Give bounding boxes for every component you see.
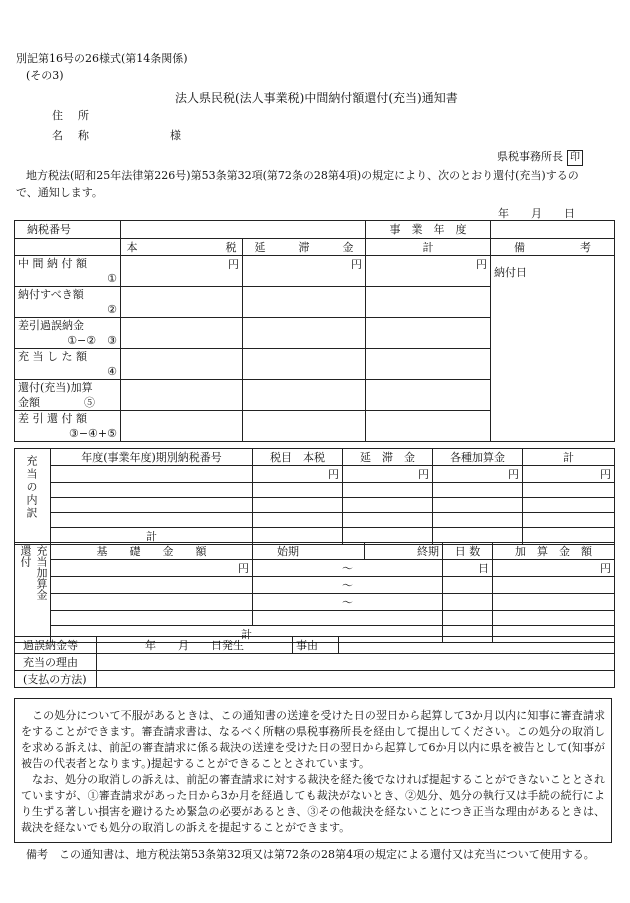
appr-cell[interactable]	[253, 498, 343, 513]
appr-total-label: 計	[51, 528, 253, 545]
base-cell[interactable]	[51, 611, 253, 626]
row-label-sashihiki: 差引過誤納金 ①−② ③	[15, 318, 121, 349]
col-item: 税目 本税	[253, 449, 343, 466]
col-kei: 計	[523, 449, 615, 466]
reason-value[interactable]	[339, 637, 615, 654]
business-year-label: 事 業 年 度	[366, 221, 491, 239]
cell-kei-2[interactable]	[366, 287, 491, 318]
amount-cell[interactable]: 円	[493, 560, 615, 577]
appr-cell[interactable]	[343, 483, 433, 498]
refund-table	[14, 220, 615, 442]
appr-cell[interactable]: 円	[433, 466, 523, 483]
cell-entai-2[interactable]	[243, 287, 366, 318]
cell-kei-6[interactable]	[366, 411, 491, 442]
period-cell[interactable]: ～	[253, 560, 443, 577]
appropriation-table	[14, 448, 615, 545]
days-cell[interactable]	[443, 611, 493, 626]
base-cell[interactable]	[51, 577, 253, 594]
cell-honzei-6[interactable]	[121, 411, 243, 442]
appr-cell[interactable]	[523, 513, 615, 528]
appr-cell[interactable]	[523, 483, 615, 498]
sama-label: 様	[170, 129, 181, 142]
overpayment-table	[14, 636, 615, 688]
cell-entai-5[interactable]	[243, 380, 366, 411]
sub-number: (その3)	[26, 69, 64, 82]
appr-cell[interactable]: 円	[253, 466, 343, 483]
tax-number-label: 納税番号	[15, 221, 121, 239]
appr-cell[interactable]: 円	[343, 466, 433, 483]
address-label: 住 所	[52, 109, 91, 122]
appr-cell[interactable]	[51, 466, 253, 483]
days-cell[interactable]	[443, 594, 493, 611]
col-number: 年度(事業年度)期別納税番号	[51, 449, 253, 466]
cell-kei-5[interactable]	[366, 380, 491, 411]
row-label-chukan: 中 間 納 付 額 ①	[15, 256, 121, 287]
form-number: 別記第16号の26様式(第14条関係)	[16, 52, 188, 65]
notice-paragraph-2: なお、処分の取消しの訴えは、前記の審査請求に対する裁決を経た後でなければ提起することができないこととされていますが、①審査請求があった日から3か月を経過しても裁決がないとき、②処分、処分の執行又は手続の続行により生ずる著しい損害を避けるため緊急の必要があるとき、③その他裁決を経ないことにつき正当な理由があるときは、裁決を経ないでも処分の取消しの訴えを提起することができます。	[21, 773, 605, 834]
row-label-juto: 充 当 し た 額 ④	[15, 349, 121, 380]
appropriation-reason-value[interactable]	[97, 654, 615, 671]
tax-number-value[interactable]	[121, 221, 366, 239]
base-cell[interactable]: 円	[51, 560, 253, 577]
cell-honzei-2[interactable]	[121, 287, 243, 318]
payment-method-label: (支払の方法)	[15, 671, 97, 688]
appr-cell[interactable]	[343, 498, 433, 513]
overpay-label: 過誤納金等	[15, 637, 97, 654]
col-honzei: 本 税	[121, 239, 243, 256]
remark: 備考 この通知書は、地方税法第53条第32項又は第72条の28第4項の規定による還付又は充当について使用する。	[26, 848, 595, 861]
appr-cell[interactable]	[343, 513, 433, 528]
col-biko: 備 考	[491, 239, 615, 256]
col-base: 基 礎 金 額	[51, 543, 253, 560]
reason-label: 事由	[293, 637, 339, 654]
col-kei: 計	[366, 239, 491, 256]
appr-cell[interactable]: 円	[523, 466, 615, 483]
addition-side-label: 還付 充当加算金	[15, 543, 51, 643]
cell-entai-3[interactable]	[243, 318, 366, 349]
addition-table	[14, 542, 615, 643]
period-cell[interactable]: ～	[253, 577, 443, 594]
remarks-cell[interactable]: 納付日	[491, 256, 615, 442]
notice-paragraph-1: この処分について不服があるときは、この通知書の送達を受けた日の翌日から起算して3か月以内に知事に審査請求をすることができます。審査請求書は、なるべく所轄の県税事務所長を経由して提出してください。この処分の取消しを求める訴えは、前記の審査請求に係る裁決の送達を受けた日の翌日から起算して6か月以内に県を被告として(知事が被告の代表者となります。)提起することができることとされています。	[21, 709, 605, 770]
appr-cell[interactable]	[253, 513, 343, 528]
col-entai: 延 滞 金	[343, 449, 433, 466]
appropriation-reason-label: 充当の理由	[15, 654, 97, 671]
appr-cell[interactable]	[433, 513, 523, 528]
cell-entai-1[interactable]: 円	[243, 256, 366, 287]
document-title: 法人県民税(法人事業税)中間納付額還付(充当)通知書	[175, 91, 458, 105]
appr-cell[interactable]	[433, 498, 523, 513]
col-amount: 加 算 金 額	[493, 543, 615, 560]
period-cell[interactable]: ～	[253, 594, 443, 611]
intro-line-2: で、通知します。	[16, 186, 103, 199]
col-entai: 延 滞 金	[243, 239, 366, 256]
appropriation-side-label: 充当の内訳	[15, 449, 51, 545]
cell-kei-3[interactable]	[366, 318, 491, 349]
amount-cell[interactable]	[493, 577, 615, 594]
amount-cell[interactable]	[493, 611, 615, 626]
col-start: 始期	[253, 543, 365, 560]
amount-cell[interactable]	[493, 594, 615, 611]
header-blank	[15, 239, 121, 256]
col-kasan: 各種加算金	[433, 449, 523, 466]
addition-total-label: 計	[51, 626, 443, 643]
office-chief-label: 県税事務所長	[497, 150, 563, 163]
row-label-nofu: 納付すべき額 ②	[15, 287, 121, 318]
col-end: 終期	[365, 543, 443, 560]
appr-cell[interactable]	[51, 513, 253, 528]
row-label-kanpu: 差 引 還 付 額 ③−④+⑤	[15, 411, 121, 442]
appr-cell[interactable]	[433, 483, 523, 498]
appr-cell[interactable]	[51, 498, 253, 513]
col-days: 日 数	[443, 543, 493, 560]
appr-cell[interactable]	[253, 483, 343, 498]
seal-icon: 印	[567, 150, 583, 166]
notice-box	[14, 698, 612, 843]
name-label: 名 称	[52, 129, 91, 142]
cell-honzei-5[interactable]	[121, 380, 243, 411]
days-cell[interactable]	[443, 577, 493, 594]
cell-entai-6[interactable]	[243, 411, 366, 442]
row-label-kasan: 還付(充当)加算 金額 ⑤	[15, 380, 121, 411]
payment-method-value[interactable]	[97, 671, 615, 688]
occurrence-date[interactable]: 年 月 日発生	[97, 637, 293, 654]
cell-honzei-1[interactable]: 円	[121, 256, 243, 287]
base-cell[interactable]	[51, 594, 253, 611]
business-year-value[interactable]	[491, 221, 615, 239]
cell-honzei-4[interactable]	[121, 349, 243, 380]
days-cell[interactable]: 日	[443, 560, 493, 577]
cell-entai-4[interactable]	[243, 349, 366, 380]
cell-kei-1[interactable]: 円	[366, 256, 491, 287]
period-cell[interactable]	[253, 611, 443, 626]
appr-cell[interactable]	[51, 483, 253, 498]
cell-honzei-3[interactable]	[121, 318, 243, 349]
appr-cell[interactable]	[523, 498, 615, 513]
intro-line-1: 地方税法(昭和25年法律第226号)第53条第32項(第72条の28第4項)の規定により、次のとおり還付(充当)するの	[26, 169, 579, 182]
cell-kei-4[interactable]	[366, 349, 491, 380]
office-chief	[497, 148, 583, 166]
issue-date: 年 月 日	[498, 207, 575, 220]
